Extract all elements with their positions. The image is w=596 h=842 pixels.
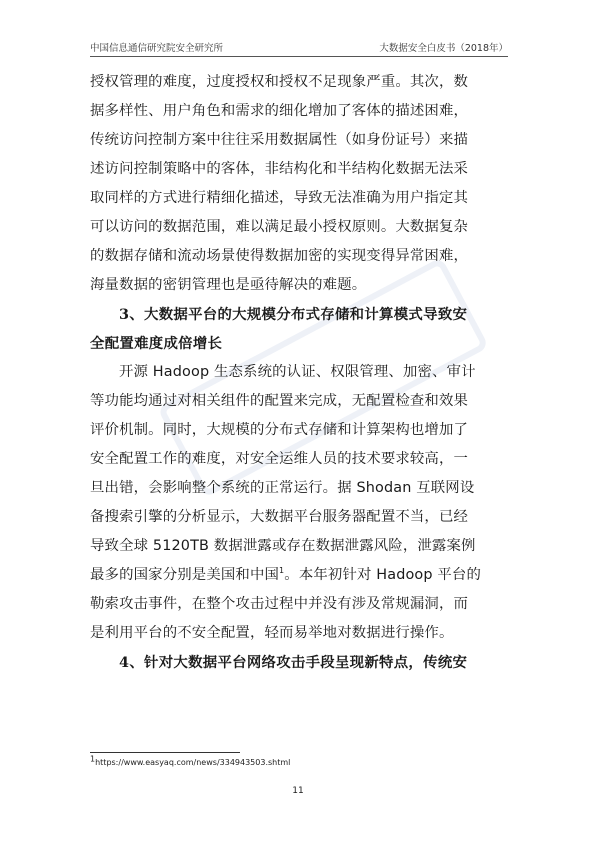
text-line: 传统访问控制方案中往往采用数据属性（如身份证号）来描 [90, 132, 469, 148]
text-line: 旦出错，会影响整个系统的正常运行。据 Shodan 互联网设 [90, 480, 475, 496]
paragraph-authorization [90, 68, 515, 300]
footnote-divider [90, 752, 240, 753]
text-line: 的数据存储和流动场景使得数据加密的实现变得异常困难， [90, 248, 469, 264]
footnote [90, 754, 291, 767]
text-segment: 最多的国家分别是美国和中国 [90, 567, 280, 583]
text-line: 授权管理的难度，过度授权和授权不足现象严重。其次，数 [90, 74, 469, 90]
page-header [90, 38, 508, 57]
text-line: 备搜索引擎的分析显示，大数据平台服务器配置不当，已经 [90, 509, 469, 525]
header-right-title: 大数据安全白皮书（2018年） [379, 43, 508, 54]
footnote-ref[interactable]: 1 [279, 566, 285, 576]
text-line: 评价机制。同时，大规模的分布式存储和计算架构也增加了 [90, 422, 469, 438]
paragraph-hadoop [90, 358, 515, 648]
text-line: 取同样的方式进行精细化描述，导致无法准确为用户指定其 [90, 190, 469, 206]
section-heading-4: 4、针对大数据平台网络攻击手段呈现新特点，传统安 [119, 654, 468, 671]
text-line [90, 561, 515, 590]
section-heading-3: 3、大数据平台的大规模分布式存储和计算模式导致安 [119, 306, 468, 323]
page-body [90, 68, 515, 677]
text-line: 等功能均通过对相关组件的配置来完成，无配置检查和效果 [90, 393, 469, 409]
text-line: 导致全球 5120TB 数据泄露或存在数据泄露风险，泄露案例 [90, 538, 476, 554]
text-line: 海量数据的密钥管理也是亟待解决的难题。 [90, 277, 367, 293]
footnote-mark: 1 [90, 754, 96, 764]
text-line: 勒索攻击事件，在整个攻击过程中并没有涉及常规漏洞，而 [90, 596, 469, 612]
header-left-org: 中国信息通信研究院安全研究所 [90, 43, 224, 54]
footnote-url[interactable]: https://www.easyaq.com/news/334943503.shtml [95, 758, 291, 767]
text-line: 可以访问的数据范围，难以满足最小授权原则。大数据复杂 [90, 219, 469, 235]
text-line: 开源 Hadoop 生态系统的认证、权限管理、加密、审计 [119, 364, 476, 380]
text-line: 据多样性、用户角色和需求的细化增加了客体的描述困难， [90, 103, 469, 119]
page-number: 11 [292, 786, 304, 796]
section-heading-3-cont: 全配置难度成倍增长 [90, 335, 223, 352]
text-line: 述访问控制策略中的客体，非结构化和半结构化数据无法采 [90, 161, 469, 177]
text-line: 是利用平台的不安全配置，轻而易举地对数据进行操作。 [90, 625, 454, 641]
text-segment: 。本年初针对 Hadoop 平台的 [284, 567, 482, 583]
text-line: 安全配置工作的难度，对安全运维人员的技术要求较高，一 [90, 451, 469, 467]
